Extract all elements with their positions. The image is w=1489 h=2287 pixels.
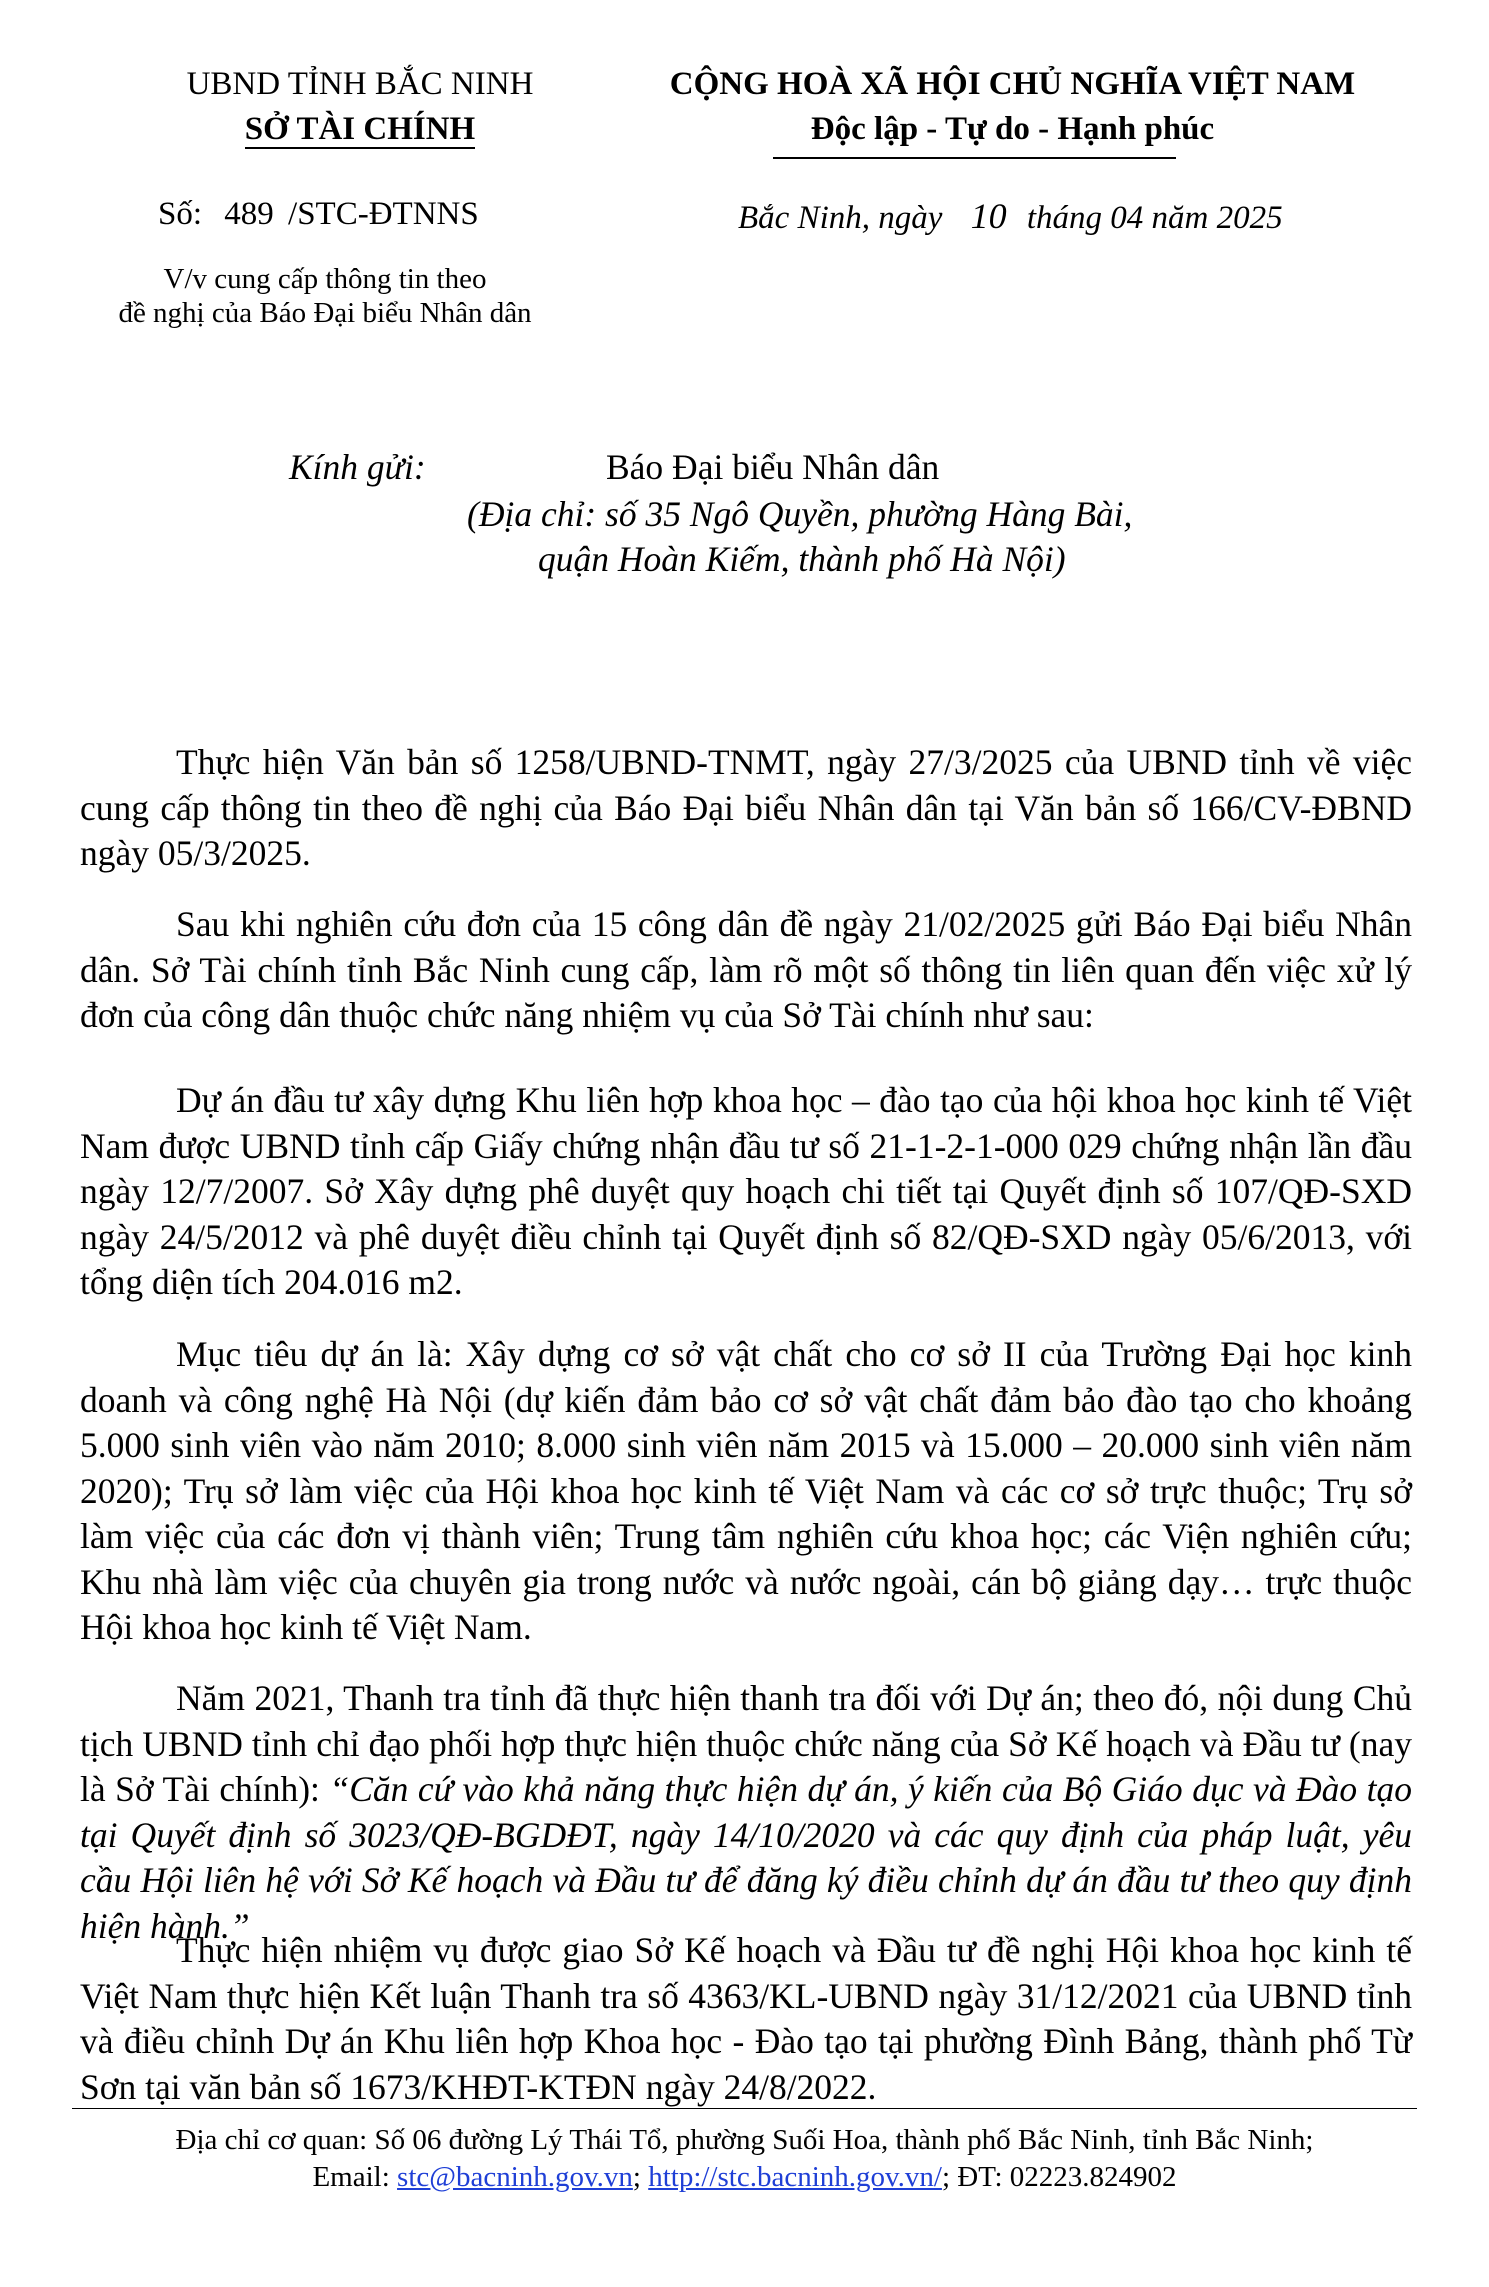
- paragraph-1: Thực hiện Văn bản số 1258/UBND-TNMT, ngày 27/3/2025 của UBND tỉnh về việc cung cấp thông tin theo đề nghị của Báo Đại biểu Nhân dân tại Văn bản số 166/CV-ĐBND ngày 05/3/2025.: [80, 742, 1412, 873]
- paragraph-5: [80, 1676, 1412, 1949]
- recipient-address-1: (Địa chỉ: số 35 Ngô Quyền, phường Hàng Bài,: [467, 494, 1133, 534]
- footer-separator: ;: [632, 2161, 641, 2193]
- national-motto: Độc lập - Tự do - Hạnh phúc: [810, 111, 1215, 147]
- footer-email-label: Email:: [312, 2161, 390, 2193]
- agency-name: SỞ TÀI CHÍNH: [244, 111, 476, 147]
- doc-number-suffix: /STC-ĐTNNS: [288, 196, 479, 232]
- subject-line-1: V/v cung cấp thông tin theo: [163, 263, 487, 295]
- date-suffix: tháng 04 năm 2025: [1026, 200, 1283, 236]
- paragraph-5-intro: Năm 2021, Thanh tra tỉnh đã thực hiện thanh tra đối với Dự án; theo đó, nội dung Chủ tịch UBND tỉnh chỉ đạo phối hợp thực hiện thuộc chức năng của Sở Kế hoạch và Đầu tư (nay là Sở Tài chính):: [80, 1678, 1412, 1809]
- agency-parent: UBND TỈNH BẮC NINH: [186, 66, 534, 102]
- paragraph-4: Mục tiêu dự án là: Xây dựng cơ sở vật chất cho cơ sở II của Trường Đại học kinh doanh và công nghệ Hà Nội (dự kiến đảm bảo cơ sở vật chất đảm bảo đào tạo cho khoảng 5.000 sinh viên vào năm 2010; 8.000 sinh viên năm 2015 và 15.000 – 20.000 sinh viên năm 2020); Trụ sở làm việc của Hội khoa học kinh tế Việt Nam và các cơ sở trực thuộc; Trụ sở làm việc của các đơn vị thành viên; Trung tâm nghiên cứu khoa học; các Viện nghiên cứu; Khu nhà làm việc của chuyên gia trong nước và nước ngoài, cán bộ giảng dạy… trực thuộc Hội khoa học kinh tế Việt Nam.: [80, 1334, 1412, 1647]
- doc-number-prefix: Số:: [158, 196, 203, 232]
- recipient-address-2: quận Hoàn Kiếm, thành phố Hà Nội): [538, 539, 1066, 579]
- footer-phone: ; ĐT: 02223.824902: [941, 2161, 1177, 2193]
- footer-contact: [0, 2162, 1489, 2194]
- footer-website-link[interactable]: http://stc.bacninh.gov.vn/: [648, 2161, 942, 2193]
- footer-divider: [72, 2108, 1417, 2109]
- paragraph-3: Dự án đầu tư xây dựng Khu liên hợp khoa học – đào tạo của hội khoa học kinh tế Việt Nam được UBND tỉnh cấp Giấy chứng nhận đầu tư số 21-1-2-1-000 029 chứng nhận lần đầu ngày 12/7/2007. Sở Xây dựng phê duyệt quy hoạch chi tiết tại Quyết định số 107/QĐ-SXD ngày 24/5/2012 và phê duyệt điều chỉnh tại Quyết định số 82/QĐ-SXD ngày 05/6/2013, với tổng diện tích 204.016 m2.: [80, 1080, 1412, 1302]
- doc-number: [158, 198, 479, 231]
- doc-number-value: 489: [224, 196, 274, 232]
- recipient-label: Kính gửi:: [289, 447, 426, 487]
- footer-email-link[interactable]: stc@bacninh.gov.vn: [397, 2161, 633, 2193]
- subject-line-2: đề nghị của Báo Đại biểu Nhân dân: [118, 297, 532, 329]
- paragraph-6: Thực hiện nhiệm vụ được giao Sở Kế hoạch và Đầu tư đề nghị Hội khoa học kinh tế Việt Nam thực hiện Kết luận Thanh tra số 4363/KL-UBND ngày 31/12/2021 của UBND tỉnh và điều chỉnh Dự án Khu liên hợp Khoa học - Đào tạo tại phường Đình Bảng, thành phố Từ Sơn tại văn bản số 1673/KHĐT-KTĐN ngày 24/8/2022.: [80, 1930, 1412, 2107]
- subject: [75, 262, 575, 330]
- date-prefix: Bắc Ninh, ngày: [738, 200, 943, 236]
- footer-address: Địa chỉ cơ quan: Số 06 đường Lý Thái Tổ, phường Suối Hoa, thành phố Bắc Ninh, tỉnh Bắc Ninh;: [175, 2124, 1314, 2156]
- motto-underline: [773, 157, 1176, 159]
- paragraph-2: Sau khi nghiên cứu đơn của 15 công dân đề ngày 21/02/2025 gửi Báo Đại biểu Nhân dân. Sở Tài chính tỉnh Bắc Ninh cung cấp, làm rõ một số thông tin liên quan đến việc xử lý đơn của công dân thuộc chức năng nhiệm vụ của Sở Tài chính như sau:: [80, 904, 1412, 1035]
- header-left: [120, 68, 600, 146]
- national-title: CỘNG HOÀ XÃ HỘI CHỦ NGHĨA VIỆT NAM: [669, 66, 1356, 102]
- header-right: [605, 68, 1420, 146]
- paragraph-5-quote: “Căn cứ vào khả năng thực hiện dự án, ý kiến của Bộ Giáo dục và Đào tạo tại Quyết định số 3023/QĐ-BGDĐT, ngày 14/10/2020 và các quy định của pháp luật, yêu cầu Hội liên hệ với Sở Kế hoạch và Đầu tư để đăng ký điều chỉnh dự án đầu tư theo quy định hiện hành.”: [80, 1769, 1413, 1946]
- date-line: [738, 198, 1283, 235]
- recipient-name: Báo Đại biểu Nhân dân: [606, 447, 940, 487]
- date-day: 10: [970, 196, 1007, 236]
